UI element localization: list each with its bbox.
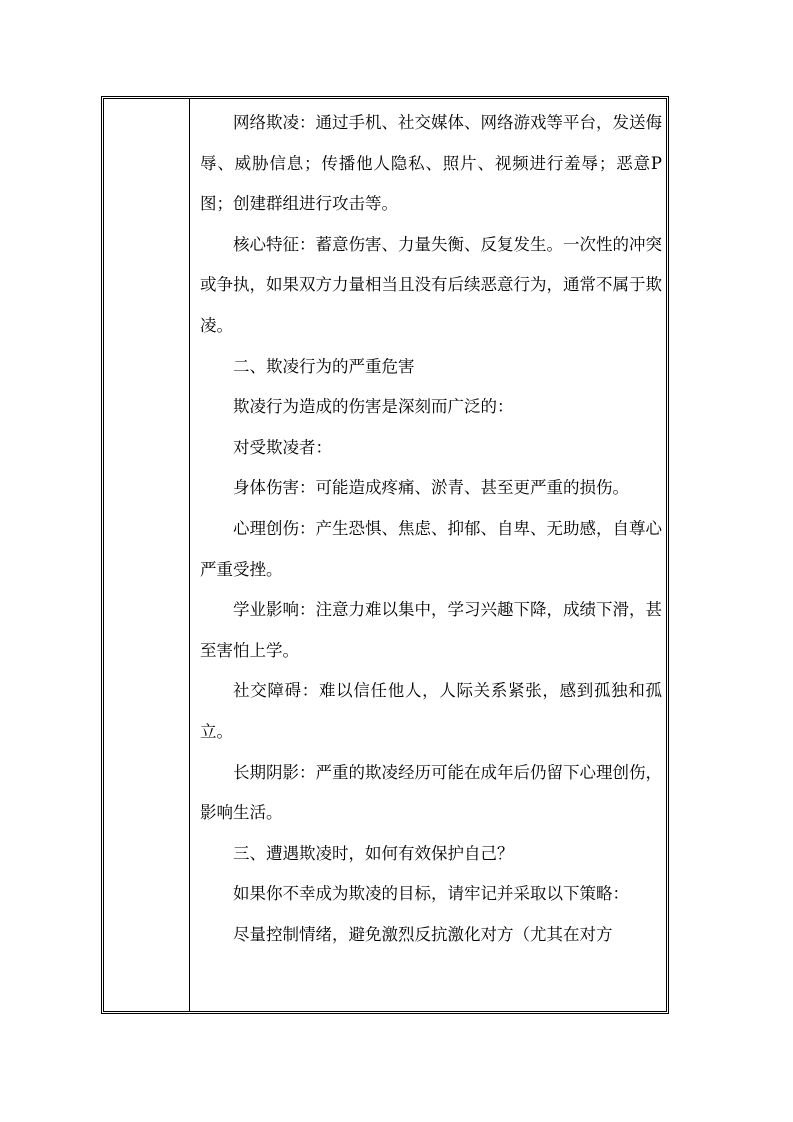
paragraph-academic-impact: 学业影响：注意力难以集中，学习兴趣下降，成绩下滑，甚至害怕上学。 bbox=[200, 600, 662, 660]
table-content-cell bbox=[190, 99, 666, 1011]
paragraph-strategies-intro: 如果你不幸成为欺凌的目标，请牢记并采取以下策略： bbox=[233, 884, 629, 904]
paragraph-victims: 对受欺凌者： bbox=[233, 437, 332, 457]
section-heading-harms: 二、欺凌行为的严重危害 bbox=[233, 356, 415, 376]
paragraph-social-barriers: 社交障碍：难以信任他人，人际关系紧张，感到孤独和孤立。 bbox=[200, 681, 662, 741]
paragraph-psychological-trauma: 心理创伤：产生恐惧、焦虑、抑郁、自卑、无助感，自尊心严重受挫。 bbox=[200, 518, 662, 579]
paragraph-harms-intro: 欺凌行为造成的伤害是深刻而广泛的： bbox=[233, 397, 514, 417]
table-left-cell bbox=[104, 99, 190, 1011]
paragraph-long-term-shadow: 长期阴影：严重的欺凌经历可能在成年后仍留下心理创伤，影响生活。 bbox=[200, 762, 662, 823]
document-table bbox=[101, 96, 669, 1014]
document-body bbox=[200, 103, 662, 955]
paragraph-cyberbullying: 网络欺凌：通过手机、社交媒体、网络游戏等平台，发送侮辱、威胁信息；传播他人隐私、照片、视频进行羞辱；恶意P图；创建群组进行攻击等。 bbox=[200, 113, 662, 214]
section-heading-self-protection: 三、遭遇欺凌时，如何有效保护自己？ bbox=[233, 843, 514, 863]
paragraph-core-features: 核心特征：蓄意伤害、力量失衡、反复发生。一次性的冲突或争执，如果双方力量相当且没有后续恶意行为，通常不属于欺凌。 bbox=[200, 234, 662, 335]
paragraph-control-emotions: 尽量控制情绪，避免激烈反抗激化对方（尤其在对方 bbox=[233, 924, 613, 944]
paragraph-physical-harm: 身体伤害：可能造成疼痛、淤青、甚至更严重的损伤。 bbox=[233, 478, 629, 498]
